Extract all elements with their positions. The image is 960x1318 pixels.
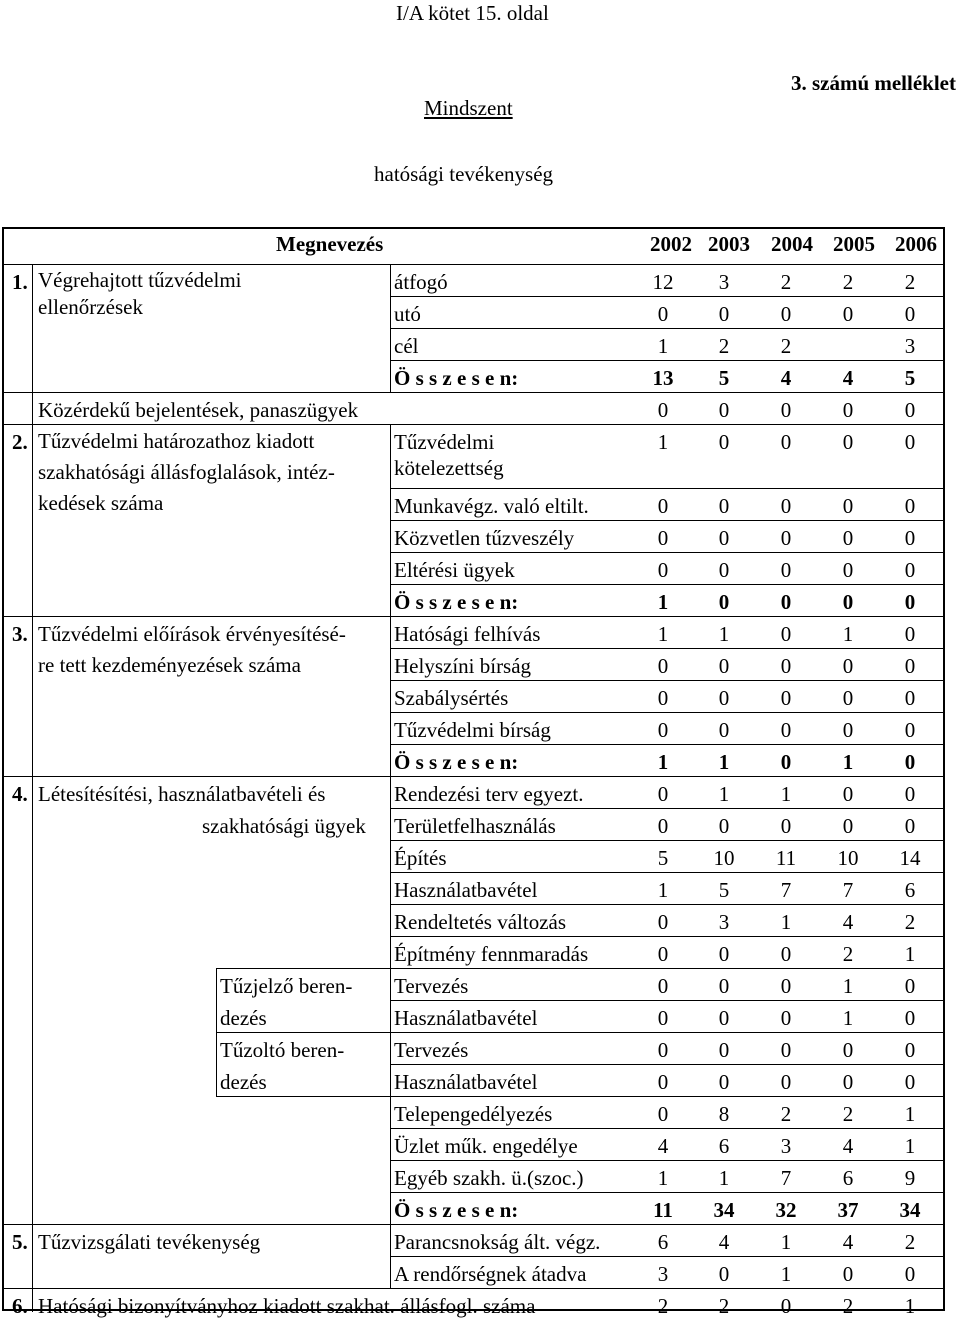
grid-line (390, 1064, 945, 1065)
value-cell: 0 (657, 494, 669, 518)
value-cell: 2 (780, 270, 792, 294)
value-cell: 7 (780, 1166, 792, 1190)
value-cell: 0 (842, 1262, 854, 1286)
value-cell: 1 (904, 1294, 916, 1318)
value-cell: 0 (718, 1006, 730, 1030)
value-cell: 2 (718, 334, 730, 358)
value-cell: 5 (657, 846, 669, 870)
value-cell: 0 (657, 302, 669, 326)
value-cell: 10 (713, 846, 735, 870)
subgroup-label: Tűzoltó beren- (220, 1038, 345, 1062)
value-cell: 34 (713, 1198, 735, 1222)
value-cell: 0 (842, 558, 854, 582)
value-cell: 1 (780, 782, 792, 806)
section-title-line: ellenőrzések (38, 295, 143, 319)
value-cell: 7 (780, 878, 792, 902)
section-number: 3. (12, 622, 28, 646)
grid-line (216, 1032, 390, 1033)
value-cell: 0 (718, 430, 730, 454)
grid-line (216, 968, 390, 969)
annex-label: 3. számú melléklet (790, 71, 956, 95)
section-title-line: Közérdekű bejelentések, panaszügyek (38, 398, 359, 422)
grid-line (390, 744, 945, 745)
value-cell: 0 (780, 814, 792, 838)
row-label: Szabálysértés (394, 686, 509, 710)
value-cell: 2 (842, 1294, 854, 1318)
value-cell: 0 (718, 494, 730, 518)
value-cell: 0 (904, 1070, 916, 1094)
row-label: Rendezési terv egyezt. (394, 782, 584, 806)
value-cell: 0 (780, 654, 792, 678)
subgroup-label: dezés (220, 1070, 267, 1094)
value-cell: 1 (657, 622, 669, 646)
row-label: Területfelhasználás (394, 814, 556, 838)
grid-line (390, 360, 945, 361)
grid-line (390, 648, 945, 649)
section-number: 5. (12, 1230, 28, 1254)
value-cell: 0 (904, 398, 916, 422)
section-number: 2. (12, 430, 28, 454)
grid-line (390, 1192, 945, 1193)
value-cell: 0 (780, 942, 792, 966)
value-cell: 0 (718, 718, 730, 742)
value-cell: 1 (904, 1102, 916, 1126)
value-cell: 1 (842, 1006, 854, 1030)
row-label: Hatósági felhívás (394, 622, 541, 646)
document-subtitle: hatósági tevékenység (374, 162, 554, 186)
value-cell: 0 (657, 398, 669, 422)
value-cell: 0 (718, 1070, 730, 1094)
value-cell: 0 (718, 558, 730, 582)
value-cell: 2 (718, 1294, 730, 1318)
header-label: Megnevezés (276, 232, 384, 256)
value-cell: 5 (718, 878, 730, 902)
value-cell: 1 (657, 750, 669, 774)
total-label: Ö s s z e s e n: (394, 1198, 519, 1222)
row-label: Használatbavétel (394, 878, 538, 902)
value-cell: 0 (904, 750, 916, 774)
value-cell: 0 (657, 942, 669, 966)
value-cell: 0 (780, 398, 792, 422)
section-title-line: szakhatósági állásfoglalások, intéz- (38, 460, 335, 484)
value-cell: 1 (780, 910, 792, 934)
value-cell: 4 (842, 1230, 854, 1254)
value-cell: 0 (904, 718, 916, 742)
value-cell: 0 (842, 686, 854, 710)
row-label: Közvetlen tűzveszély (394, 526, 575, 550)
value-cell: 0 (780, 558, 792, 582)
row-label: Tervezés (394, 1038, 469, 1062)
value-cell: 0 (718, 686, 730, 710)
section-title-line: Végrehajtott tűzvédelmi (38, 268, 242, 292)
value-cell: 13 (652, 366, 674, 390)
value-cell: 0 (657, 1102, 669, 1126)
grid-line (390, 1160, 945, 1161)
value-cell: 0 (780, 974, 792, 998)
value-cell: 0 (780, 526, 792, 550)
value-cell: 0 (780, 590, 792, 614)
row-label: Munkavégz. való eltilt. (394, 494, 589, 518)
grid-line (390, 1096, 945, 1097)
value-cell: 0 (904, 814, 916, 838)
value-cell: 0 (842, 590, 854, 614)
header-year: 2003 (708, 232, 750, 256)
value-cell: 6 (842, 1166, 854, 1190)
row-label: Tűzvédelmi (394, 430, 495, 454)
value-cell: 6 (904, 878, 916, 902)
section-number: 6. (12, 1294, 28, 1318)
row-label: Használatbavétel (394, 1006, 538, 1030)
grid-line (390, 904, 945, 905)
value-cell: 0 (657, 814, 669, 838)
value-cell: 11 (775, 846, 797, 870)
header-year: 2002 (650, 232, 692, 256)
value-cell: 0 (657, 782, 669, 806)
value-cell: 5 (718, 366, 730, 390)
value-cell: 0 (718, 1038, 730, 1062)
value-cell: 0 (780, 718, 792, 742)
value-cell: 0 (842, 430, 854, 454)
value-cell: 1 (657, 430, 669, 454)
grid-line (390, 808, 945, 809)
grid-line (4, 264, 945, 265)
value-cell: 0 (904, 590, 916, 614)
grid-line (390, 264, 391, 392)
value-cell: 0 (842, 526, 854, 550)
value-cell: 1 (657, 1166, 669, 1190)
value-cell: 0 (718, 302, 730, 326)
section-title-line: Tűzvédelmi előírások érvényesítésé- (38, 622, 346, 646)
grid-line (390, 680, 945, 681)
grid-line (390, 328, 945, 329)
value-cell: 0 (657, 718, 669, 742)
row-label: Telepengedélyezés (394, 1102, 553, 1126)
value-cell: 0 (780, 686, 792, 710)
grid-line (390, 968, 945, 969)
grid-line (4, 776, 945, 777)
header-year: 2005 (833, 232, 875, 256)
total-label: Ö s s z e s e n: (394, 366, 519, 390)
row-label: Használatbavétel (394, 1070, 538, 1094)
row-label: A rendőrségnek átadva (394, 1262, 587, 1286)
row-label: Építés (394, 846, 447, 870)
value-cell: 11 (653, 1198, 673, 1222)
value-cell: 0 (718, 942, 730, 966)
value-cell: 3 (657, 1262, 669, 1286)
grid-line (390, 296, 945, 297)
grid-line (390, 520, 945, 521)
value-cell: 0 (904, 430, 916, 454)
value-cell: 4 (780, 366, 792, 390)
value-cell: 0 (904, 1006, 916, 1030)
value-cell: 1 (718, 782, 730, 806)
value-cell: 0 (780, 430, 792, 454)
value-cell: 0 (780, 494, 792, 518)
value-cell: 2 (780, 1102, 792, 1126)
value-cell: 1 (904, 942, 916, 966)
value-cell: 0 (657, 526, 669, 550)
value-cell: 3 (904, 334, 916, 358)
row-label: Építmény fennmaradás (394, 942, 589, 966)
value-cell: 2 (904, 910, 916, 934)
value-cell: 1 (657, 590, 669, 614)
value-cell: 0 (718, 974, 730, 998)
grid-line (390, 488, 945, 489)
section-title-line: szakhatósági ügyek (202, 814, 366, 838)
value-cell: 12 (652, 270, 674, 294)
value-cell: 4 (842, 1134, 854, 1158)
value-cell: 0 (904, 654, 916, 678)
row-label: Tervezés (394, 974, 469, 998)
value-cell: 1 (842, 750, 854, 774)
section-title-line: Hatósági bizonyítványhoz kiadott szakhat. állásfogl. száma (38, 1294, 536, 1318)
value-cell: 0 (904, 494, 916, 518)
value-cell: 2 (904, 270, 916, 294)
value-cell: 1 (718, 750, 730, 774)
row-label: Tűzvédelmi bírság (394, 718, 551, 742)
grid-line (390, 712, 945, 713)
value-cell: 0 (842, 654, 854, 678)
section-number: 4. (12, 782, 28, 806)
value-cell: 0 (904, 1038, 916, 1062)
value-cell: 37 (837, 1198, 859, 1222)
value-cell: 0 (904, 782, 916, 806)
section-title-line: Tűzvizsgálati tevékenység (38, 1230, 261, 1254)
value-cell: 2 (904, 1230, 916, 1254)
value-cell: 0 (904, 686, 916, 710)
value-cell: 0 (657, 686, 669, 710)
value-cell: 2 (657, 1294, 669, 1318)
grid-line (390, 1256, 945, 1257)
value-cell: 0 (780, 1006, 792, 1030)
value-cell: 0 (904, 558, 916, 582)
value-cell: 1 (657, 334, 669, 358)
grid-line (390, 1000, 945, 1001)
row-label: kötelezettség (394, 456, 504, 480)
grid-line (216, 1096, 390, 1097)
value-cell: 0 (657, 1070, 669, 1094)
value-cell: 0 (657, 910, 669, 934)
value-cell: 1 (842, 974, 854, 998)
value-cell: 4 (657, 1134, 669, 1158)
value-cell: 3 (718, 270, 730, 294)
grid-line (390, 424, 391, 1288)
value-cell: 0 (904, 622, 916, 646)
section-number: 1. (12, 270, 28, 294)
value-cell: 0 (718, 654, 730, 678)
value-cell: 4 (718, 1230, 730, 1254)
value-cell: 0 (904, 526, 916, 550)
value-cell: 3 (718, 910, 730, 934)
value-cell: 0 (780, 750, 792, 774)
grid-line (4, 1224, 945, 1225)
value-cell: 2 (780, 334, 792, 358)
section-title-line: re tett kezdeményezések száma (38, 653, 301, 677)
value-cell: 3 (780, 1134, 792, 1158)
section-title-line: Tűzvédelmi határozathoz kiadott (38, 429, 315, 453)
value-cell: 0 (780, 622, 792, 646)
value-cell: 0 (657, 654, 669, 678)
grid-line (390, 1128, 945, 1129)
value-cell: 0 (842, 1038, 854, 1062)
value-cell: 0 (780, 1294, 792, 1318)
grid-line (390, 1032, 945, 1033)
value-cell: 0 (780, 1038, 792, 1062)
subgroup-label: Tűzjelző beren- (220, 974, 353, 998)
value-cell: 1 (842, 622, 854, 646)
city-title: Mindszent (424, 96, 513, 120)
subgroup-label: dezés (220, 1006, 267, 1030)
value-cell: 0 (718, 1262, 730, 1286)
value-cell: 4 (842, 910, 854, 934)
row-label: cél (394, 334, 419, 358)
grid-line (390, 872, 945, 873)
section-title-line: Létesítésítési, használatbavételi és (38, 782, 326, 806)
value-cell: 0 (780, 302, 792, 326)
value-cell: 34 (899, 1198, 921, 1222)
grid-line (32, 264, 33, 1312)
value-cell: 1 (718, 622, 730, 646)
authority-activity-table (2, 227, 945, 1318)
header-year: 2004 (771, 232, 813, 256)
row-label: átfogó (394, 270, 448, 294)
row-label: Üzlet műk. engedélye (394, 1134, 578, 1158)
grid-line (4, 424, 945, 425)
value-cell: 0 (904, 974, 916, 998)
grid-line (4, 392, 945, 393)
value-cell: 1 (904, 1134, 916, 1158)
value-cell: 0 (657, 1038, 669, 1062)
grid-line (390, 840, 945, 841)
value-cell: 6 (657, 1230, 669, 1254)
value-cell: 0 (842, 1070, 854, 1094)
value-cell: 14 (899, 846, 921, 870)
value-cell: 0 (718, 398, 730, 422)
value-cell: 2 (842, 1102, 854, 1126)
value-cell: 8 (718, 1102, 730, 1126)
value-cell: 0 (718, 814, 730, 838)
value-cell: 0 (904, 302, 916, 326)
row-label: Rendeltetés változás (394, 910, 567, 934)
row-label: Helyszíni bírság (394, 654, 532, 678)
value-cell: 0 (780, 1070, 792, 1094)
grid-line (390, 936, 945, 937)
value-cell: 6 (718, 1134, 730, 1158)
grid-line (4, 1288, 945, 1289)
value-cell: 0 (657, 558, 669, 582)
value-cell: 0 (718, 590, 730, 614)
value-cell: 0 (842, 782, 854, 806)
value-cell: 2 (842, 270, 854, 294)
section-title-line: kedések száma (38, 491, 164, 515)
row-label: Eltérési ügyek (394, 558, 515, 582)
total-label: Ö s s z e s e n: (394, 590, 519, 614)
value-cell: 9 (904, 1166, 916, 1190)
value-cell: 0 (842, 494, 854, 518)
value-cell: 1 (780, 1230, 792, 1254)
value-cell: 4 (842, 366, 854, 390)
value-cell: 0 (842, 398, 854, 422)
value-cell: 1 (657, 878, 669, 902)
row-label: Parancsnokság ált. végz. (394, 1230, 601, 1254)
value-cell: 2 (842, 942, 854, 966)
value-cell: 7 (842, 878, 854, 902)
value-cell: 1 (780, 1262, 792, 1286)
value-cell: 0 (718, 526, 730, 550)
grid-line (390, 552, 945, 553)
value-cell: 5 (904, 366, 916, 390)
value-cell: 32 (775, 1198, 797, 1222)
value-cell: 0 (842, 718, 854, 742)
total-label: Ö s s z e s e n: (394, 750, 519, 774)
value-cell: 0 (904, 1262, 916, 1286)
page-reference: I/A kötet 15. oldal (396, 1, 549, 25)
value-cell: 0 (657, 1006, 669, 1030)
value-cell: 0 (657, 974, 669, 998)
grid-line (4, 616, 945, 617)
grid-line (390, 584, 945, 585)
value-cell: 10 (837, 846, 859, 870)
header-year: 2006 (895, 232, 937, 256)
value-cell: 1 (718, 1166, 730, 1190)
value-cell: 0 (842, 814, 854, 838)
value-cell: 0 (842, 302, 854, 326)
row-label: utó (394, 302, 421, 326)
row-label: Egyéb szakh. ü.(szoc.) (394, 1166, 584, 1190)
